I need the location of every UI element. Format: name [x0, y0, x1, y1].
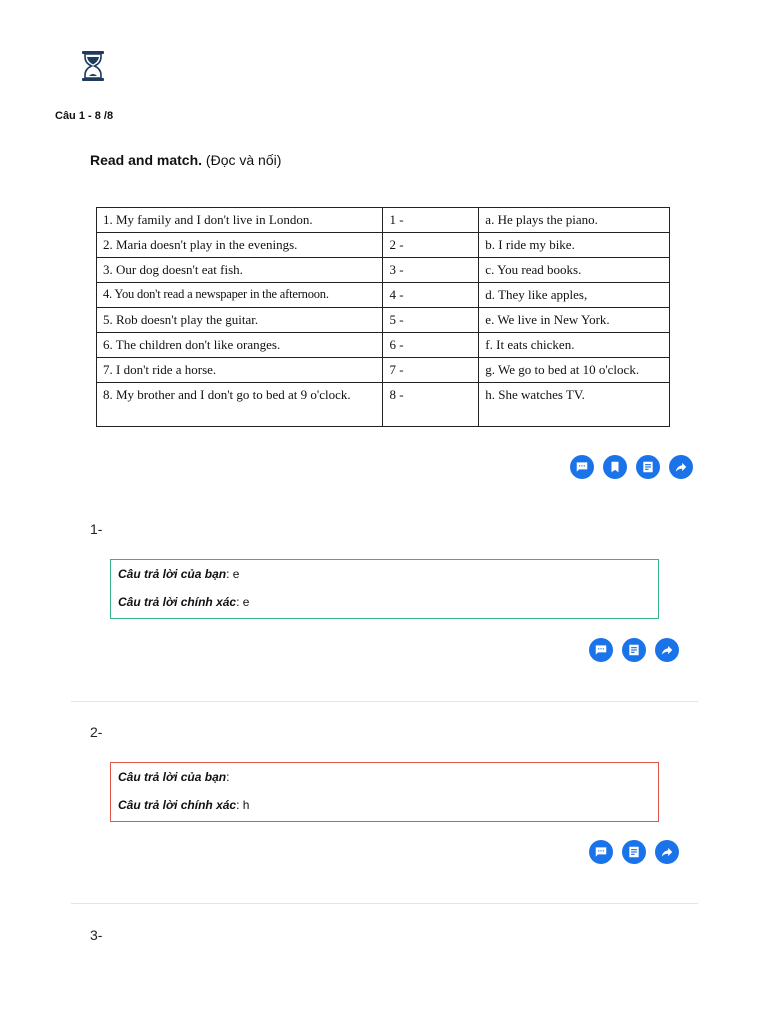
table-row	[97, 308, 670, 333]
table-cell: 2 -	[383, 233, 479, 258]
table-cell: 6 -	[383, 333, 479, 358]
table-row	[97, 208, 670, 233]
table-cell: 4. You don't read a newspaper in the afternoon.	[97, 283, 383, 308]
question-title-rest: (Đọc và nối)	[202, 152, 282, 168]
question-title-bold: Read and match.	[90, 152, 203, 168]
share-button[interactable]	[655, 638, 679, 662]
subquestion-actions	[589, 638, 679, 662]
table-cell: e. We live in New York.	[479, 308, 670, 333]
share-icon	[674, 460, 688, 474]
table-cell: 3. Our dog doesn't eat fish.	[97, 258, 383, 283]
table-cell: 8. My brother and I don't go to bed at 9 o'clock.	[97, 383, 383, 427]
table-cell: c. You read books.	[479, 258, 670, 283]
your-answer-value: e	[232, 567, 240, 581]
table-cell: 7 -	[383, 358, 479, 383]
correct-answer-label: Câu trả lời chính xác	[118, 798, 237, 812]
table-cell: b. I ride my bike.	[479, 233, 670, 258]
subquestion-label: 1-	[90, 521, 103, 537]
share-icon	[660, 845, 674, 859]
correct-answer-value: e	[242, 595, 250, 609]
table-row	[97, 283, 670, 308]
table-cell: g. We go to bed at 10 o'clock.	[479, 358, 670, 383]
match-table	[96, 207, 670, 427]
your-answer-line: Câu trả lời của bạn:	[118, 770, 230, 784]
table-row	[97, 383, 670, 427]
note-button[interactable]	[622, 638, 646, 662]
comment-icon	[594, 643, 608, 657]
table-cell: 6. The children don't like oranges.	[97, 333, 383, 358]
comment-icon	[575, 460, 589, 474]
table-cell: 1 -	[383, 208, 479, 233]
your-answer-label: Câu trả lời của bạn	[118, 567, 227, 581]
table-row	[97, 358, 670, 383]
question-title	[90, 152, 281, 168]
divider	[71, 701, 698, 702]
note-icon	[641, 460, 655, 474]
table-cell: 5 -	[383, 308, 479, 333]
divider	[71, 903, 698, 904]
table-cell: 4 -	[383, 283, 479, 308]
table-cell: a. He plays the piano.	[479, 208, 670, 233]
comment-button[interactable]	[589, 840, 613, 864]
table-cell: 5. Rob doesn't play the guitar.	[97, 308, 383, 333]
correct-answer-line: Câu trả lời chính xác: e	[118, 595, 250, 609]
question-actions	[570, 455, 693, 479]
table-row	[97, 333, 670, 358]
note-button[interactable]	[622, 840, 646, 864]
share-button[interactable]	[669, 455, 693, 479]
table-cell: 8 -	[383, 383, 479, 427]
subquestion-label: 3-	[90, 927, 103, 943]
correct-answer-line: Câu trả lời chính xác: h	[118, 798, 250, 812]
answer-box-correct	[110, 559, 659, 619]
bookmark-icon	[608, 460, 622, 474]
subquestion-label: 2-	[90, 724, 103, 740]
table-cell: h. She watches TV.	[479, 383, 670, 427]
table-cell: 2. Maria doesn't play in the evenings.	[97, 233, 383, 258]
note-icon	[627, 845, 641, 859]
comment-icon	[594, 845, 608, 859]
note-icon	[627, 643, 641, 657]
share-icon	[660, 643, 674, 657]
share-button[interactable]	[655, 840, 679, 864]
answer-box-wrong	[110, 762, 659, 822]
table-cell: 3 -	[383, 258, 479, 283]
note-button[interactable]	[636, 455, 660, 479]
table-row	[97, 233, 670, 258]
comment-button[interactable]	[589, 638, 613, 662]
correct-answer-label: Câu trả lời chính xác	[118, 595, 237, 609]
table-cell: d. They like apples,	[479, 283, 670, 308]
hourglass-icon	[80, 50, 106, 82]
correct-answer-value: h	[242, 798, 250, 812]
table-cell: 1. My family and I don't live in London.	[97, 208, 383, 233]
table-cell: f. It eats chicken.	[479, 333, 670, 358]
table-cell: 7. I don't ride a horse.	[97, 358, 383, 383]
question-counter: Câu 1 - 8 /8	[55, 110, 114, 122]
your-answer-label: Câu trả lời của bạn	[118, 770, 227, 784]
subquestion-actions	[589, 840, 679, 864]
comment-button[interactable]	[570, 455, 594, 479]
table-row	[97, 258, 670, 283]
bookmark-button[interactable]	[603, 455, 627, 479]
your-answer-line: Câu trả lời của bạn: e	[118, 567, 240, 581]
